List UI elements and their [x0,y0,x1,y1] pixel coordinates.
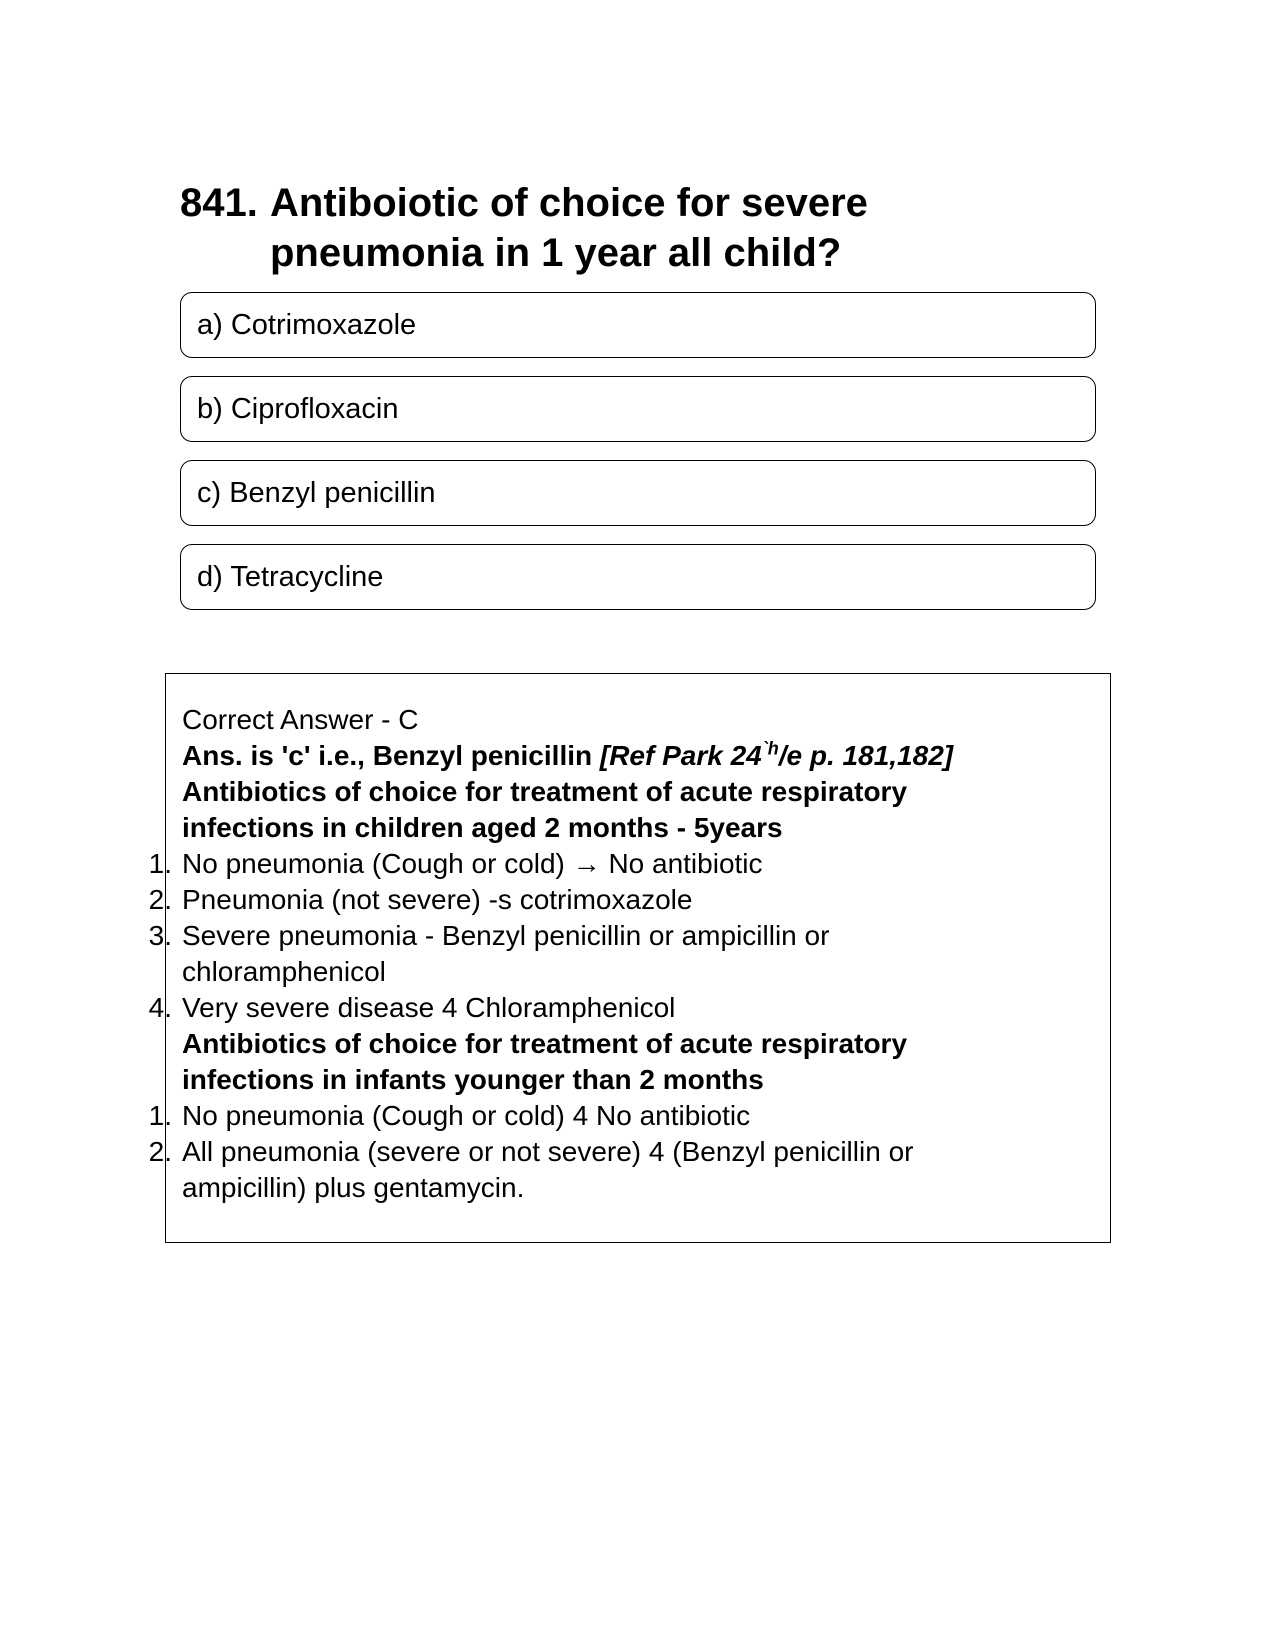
list-item [148,882,1082,918]
question-number: 841. [180,181,258,225]
list-item-continuation: chloramphenicol [182,956,386,987]
answer-explanation [148,702,1082,1206]
reference-sup: `h [761,738,779,759]
list-item-text: All pneumonia (severe or not severe) 4 (Benzyl penicillin or [182,1136,914,1167]
list-item [148,1134,1082,1170]
question-text-line-1: Antiboiotic of choice for severe [270,181,868,225]
heading-infants: Antibiotics of choice for treatment of acute respiratory [182,1028,908,1059]
option-c[interactable]: c) Benzyl penicillin [180,460,1096,526]
list-item [148,1098,1082,1134]
reference-pre: [Ref Park 24 [599,740,762,771]
list-item-text: Severe pneumonia - Benzyl penicillin or ampicillin or [182,920,830,951]
list-item-text: Pneumonia (not severe) -s cotrimoxazole [182,884,693,915]
option-a[interactable]: a) Cotrimoxazole [180,292,1096,358]
list-marker: 1. [148,1100,172,1131]
list-item-text: No pneumonia (Cough or cold) → No antibiotic [182,848,763,879]
option-d[interactable]: d) Tetracycline [180,544,1096,610]
reference-post: /e p. 181,182] [778,740,954,771]
list-item-text: No pneumonia (Cough or cold) 4 No antibiotic [182,1100,751,1131]
list-item-text: Very severe disease 4 Chloramphenicol [182,992,676,1023]
list-item [148,846,1082,882]
question-text-line-2: pneumonia in 1 year all child? [270,231,842,275]
heading-children-cont: infections in children aged 2 months - 5years [182,812,783,843]
heading-infants-cont: infections in infants younger than 2 months [182,1064,764,1095]
list-marker: 3. [148,920,172,951]
list-item [148,990,1082,1026]
list-marker: 2. [148,884,172,915]
heading-children: Antibiotics of choice for treatment of acute respiratory [182,776,908,807]
list-item-continuation: ampicillin) plus gentamycin. [182,1172,525,1203]
list-marker: 1. [148,848,172,879]
list-marker: 4. [148,992,172,1023]
correct-answer: Correct Answer - C [182,704,419,735]
question-text [270,178,970,278]
answer-bold-text: Ans. is 'c' i.e., Benzyl penicillin [182,740,600,771]
answer-statement [182,738,1082,774]
list-item [148,918,1082,954]
option-b[interactable]: b) Ciprofloxacin [180,376,1096,442]
list-marker: 2. [148,1136,172,1167]
reference [600,740,953,771]
